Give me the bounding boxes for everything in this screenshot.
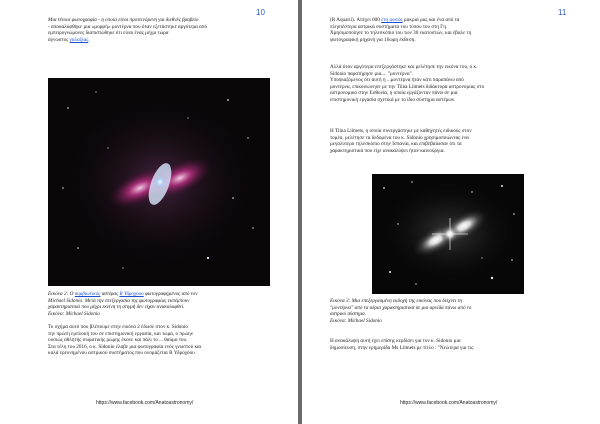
right-page [302, 0, 600, 424]
left-page [0, 0, 298, 424]
footer-url: https://www.facebook.com/Anatoastronomy/ [96, 400, 194, 406]
r-aquarii-link[interactable]: R Υδροχόου [119, 291, 144, 297]
galaxy-link[interactable]: γαλαξίας [69, 36, 89, 43]
page-number: 10 [256, 8, 265, 17]
paragraph-3: Η Tiina Liimets, η οποία συνεργάστηκε με καθηγητές ειδικούς στον τομέα, μελέτησε τα δεδομένα του κ. Sidonio χρησιμοποιώντας ένα μεγαλύτερο τηλεσκόπιο στην Ισπανία, και επιβεβαίωσαν ότι τα χαρακτηριστικά που είχε ανακαλύψει ήταν καινούργια. [330, 128, 472, 154]
paragraph-2: Αλλά όταν αργότερα επεξεργάστηκε και μελέτησε την εικόνα του, ο κ. Sidonio παρατήρησε μια.... "μοντέρνα". Υποψιαζόμενος ότι αυτή η ...μοντέρνα ήταν κάτι παραπάνω από μοντέρνα, επικοινώνησε με την Tiina Liimets διδάκτορα αστρονομίας στο αστρονομικό στην Εσθονία, η οποία εργάζονταν πάνω σε μια επιστημονική εργασία σχετικά με το ίδιο σύστημα αστέρων. [330, 64, 485, 103]
figure-2-caption: Εικόνα 2: Ο συμβιωτικός αστέρας R Υδροχόου φωτογραφημένος από τον Michael Sidonio. Μετά την επεξεργασία της φωτογραφίας εκπέμπουν χαρακτηριστικά που μέχρι εκείνη τη στιγμή δεν είχαν ανακαλυφθεί. Εικόνα: Michael Sidonio [48, 291, 198, 317]
nebula-photo-r-aquarii [48, 78, 270, 286]
paragraph-1: (R Aquarii). Απέχει 600 έτη φωτός μακριά μας και ένα από τα πλησιέστερα αστρικά συστήματα του τύπου του στη Γη. Χρησιμοποίησε το τηλεσκόπιο του των 30 εκατοστών, και έβαλε τη φωτογραφική μηχανή για 16ωρη έκθεση. [330, 17, 472, 43]
figure-3-caption: Εικόνα 3: Μια επεξεργασμένη εκδοχή της εικόνας που δείχνει τη "μοντέρνα" από τα αέρια χαρακτηριστικά σε μια αρνίδα πάνω από το αστρικό σύστημα. Εικόνα: Michael Sidonio [330, 298, 472, 324]
light-years-link[interactable]: έτη φωτός [381, 17, 403, 23]
intro-paragraph: Μια τέτοια φωτογραφία - η οποία είναι προτεινόμενη για διεθνές βραβείο - αποκαλύφθηκε μια «μορφή» μοντέρνα που όταν εξετάστηκε αργότερα από εμπειρογνώμονες διαπιστώθηκε ότι είναι ένας μέχρι τώρα άγνωστος γαλαξίας. [48, 17, 208, 43]
paragraph-4: Η ανακάλυψη αυτή έχει επίσης κερδίσει για τον κ. Sidonio μια δημοσίευση, στην ερημερίδα Ms Liimets με τίτλο : "Νεώτερα για τις [330, 338, 474, 351]
footer-url: https://www.facebook.com/Anatoastronomy/ [400, 400, 498, 406]
body-paragraph: Το σχήμα αυτό που βλέπουμε στην εικόνα 2 έδωσε στον κ. Sidonio την πρώτη εμπλοκή του σε επιστημονική εργασία, και τώρα, ο πρώην ουσιώς αθλητής σωματικής ρώμης έκανε και πάλι το ... θαύμα του. Στα τέλη του 2016, ο κ. Sidonio έλαβε μια φωτογραφία ενός γνωστού και καλά ερευνημένου αστρικού συστήματος που ονομάζεται R Υδροχόου [48, 324, 202, 357]
symbiotic-link[interactable]: συμβιωτικός [74, 291, 101, 297]
page-number: 11 [558, 8, 567, 17]
nebula-photo-processed [372, 174, 524, 294]
